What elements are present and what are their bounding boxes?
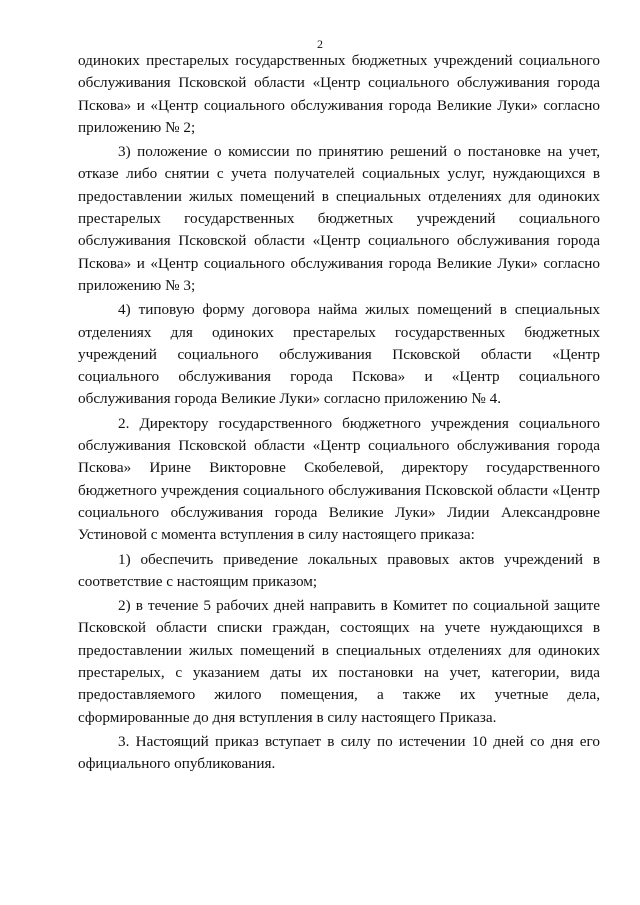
paragraph-item-4-contract-form: 4) типовую форму договора найма жилых помещений в специальных отделениях для одиноких престарелых государственных бюджетных учреждений социального обслуживания Псковской области «Центр социального обслуживания города Пскова» и «Центр социального обслуживания города Великие Луки» согласно приложению № 4. (78, 301, 600, 408)
paragraph-clause-2-directors: 2. Директору государственного бюджетного учреждения социального обслуживания Псковской области «Центр социального обслуживания города Пскова» Ирине Викторовне Скобелевой, директору государственного бюджетного учреждения социального обслуживания Псковской области «Центр социального обслуживания города Великие Луки» Лидии Александровне Устиновой с момента вступления в силу настоящего приказа: (78, 414, 600, 544)
paragraph-appendix-2-continuation: одиноких престарелых государственных бюджетных учреждений социального обслуживания Псковской области «Центр социального обслуживания города Пскова» и «Центр социального обслуживания города Великие Луки» согласно приложению № 2; (78, 52, 600, 136)
paragraph-subitem-1-local-acts: 1) обеспечить приведение локальных правовых актов учреждений в соответствие с настоящим приказом; (78, 550, 600, 590)
paragraph-item-3-commission-regulation: 3) положение о комиссии по принятию решений о постановке на учет, отказе либо снятии с учета получателей социальных услуг, нуждающихся в предоставлении жилых помещений в специальных отделениях для одиноких престарелых государственных бюджетных учреждений социального обслуживания Псковской области «Центр социального обслуживания города Пскова» и «Центр социального обслуживания города Великие Луки» согласно приложению № 3; (78, 143, 600, 294)
paragraph-clause-3-entry-into-force: 3. Настоящий приказ вступает в силу по истечении 10 дней со дня его официального опубликования. (78, 732, 600, 773)
paragraph-subitem-2-lists-of-citizens: 2) в течение 5 рабочих дней направить в Комитет по социальной защите Псковской области списки граждан, состоящих на учете нуждающихся в предоставлении жилых помещений в специальных отделениях для одиноких престарелых, с указанием даты их постановки на учет, категории, вида предоставляемого жилого помещения, а также их учетные дела, сформированные до дня вступления в силу настоящего Приказа. (78, 597, 600, 726)
page-number: 2 (317, 37, 323, 51)
document-body (78, 50, 600, 778)
